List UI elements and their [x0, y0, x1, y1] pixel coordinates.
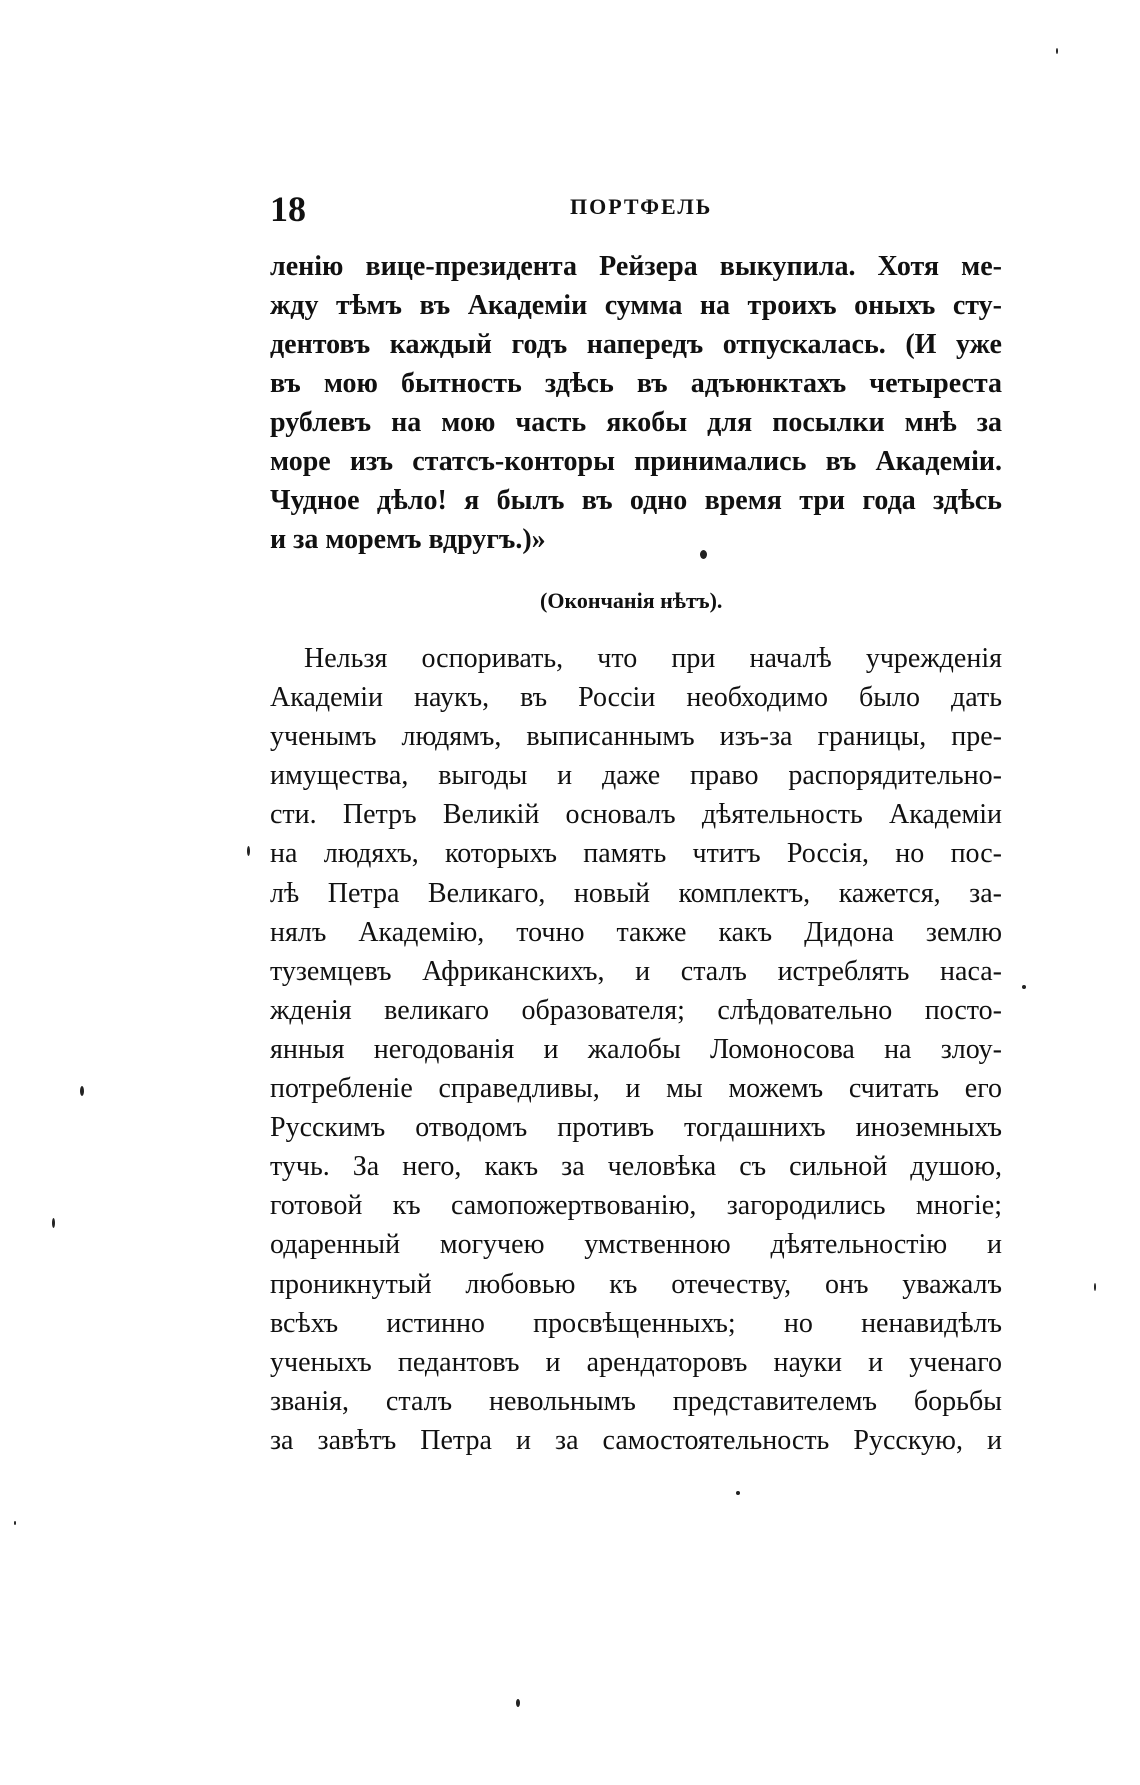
- text-line: ленію вице-президента Рейзера выкупила. Хотя ме-: [270, 251, 1002, 282]
- scan-speck: [700, 550, 707, 559]
- text-line: имущества, выгоды и даже право распорядительно-: [270, 760, 1002, 792]
- text-line: тучь. За него, какъ за человѣка съ сильной душою,: [270, 1151, 1002, 1183]
- text-line: званія, сталъ невольнымъ представителемъ борьбы: [270, 1385, 1002, 1417]
- text-line: и за моремъ вдругъ.)»: [270, 524, 546, 555]
- scan-speck: [1094, 1283, 1096, 1291]
- running-head: ПОРТФЕЛЬ: [570, 194, 713, 219]
- scan-speck: [52, 1218, 55, 1228]
- main-paragraph: [270, 639, 1002, 1460]
- text-line: сти. Петръ Великій основалъ дѣятельность Академіи: [270, 799, 1002, 831]
- text-line: въ мою бытность здѣсь въ адъюнктахъ четыреста: [270, 368, 1002, 399]
- text-line: нялъ Академію, точно также какъ Дидона землю: [270, 916, 1002, 948]
- text-line: за завѣтъ Петра и за самостоятельность Русскую, и: [270, 1424, 1002, 1456]
- text-line: потребленіе справедливы, и мы можемъ считать его: [270, 1073, 1002, 1105]
- text-line: одаренный могучею умственною дѣятельностію и: [270, 1229, 1002, 1261]
- scan-speck: [1022, 985, 1026, 989]
- scan-speck: [516, 1699, 520, 1707]
- text-line: Русскимъ отводомъ противъ тогдашнихъ иноземныхъ: [270, 1112, 1002, 1144]
- text-line: янныя негодованія и жалобы Ломоносова на злоу-: [270, 1033, 1002, 1065]
- text-line: ученыхъ педантовъ и арендаторовъ науки и ученаго: [270, 1346, 1002, 1378]
- text-line: всѣхъ истинно просвѣщенныхъ; но ненавидѣлъ: [270, 1307, 1002, 1339]
- text-line: жденія великаго образователя; слѣдовательно посто-: [270, 994, 1002, 1026]
- text-line: туземцевъ Африканскихъ, и сталъ истреблять наса-: [270, 955, 1002, 987]
- text-line: рублевъ на мою часть якобы для посылки мнѣ за: [270, 407, 1002, 438]
- text-line: ученымъ людямъ, выписаннымъ изъ-за границы, пре-: [270, 721, 1002, 753]
- text-line: готовой къ самопожертвованію, загородились многіе;: [270, 1190, 1002, 1222]
- text-line: на людяхъ, которыхъ память чтитъ Россія, но пос-: [270, 838, 1002, 870]
- scan-speck: [736, 1491, 740, 1495]
- text-line: Академіи наукъ, въ Россіи необходимо было дать: [270, 682, 1002, 714]
- scan-speck: [1056, 48, 1058, 54]
- quote-paragraph: [270, 247, 1002, 559]
- text-line: Нельзя оспоривать, что при началѣ учрежденія: [304, 643, 1002, 674]
- page-header: [270, 188, 1002, 228]
- text-line: лѣ Петра Великаго, новый комплектъ, кажется, за-: [270, 877, 1002, 909]
- text-line: море изъ статсъ-конторы принимались въ Академіи.: [270, 446, 1002, 477]
- scan-speck: [247, 846, 250, 856]
- text-line: Чудное дѣло! я былъ въ одно время три года здѣсь: [270, 485, 1002, 516]
- text-line: жду тѣмъ въ Академіи сумма на троихъ оныхъ сту-: [270, 290, 1002, 321]
- text-line: проникнутый любовью къ отечеству, онъ уважалъ: [270, 1268, 1002, 1300]
- scan-speck: [14, 1521, 16, 1525]
- ending-note: (Окончанія нѣтъ).: [540, 588, 723, 613]
- page-number: 18: [270, 189, 306, 229]
- scan-speck: [80, 1086, 84, 1096]
- text-line: дентовъ каждый годъ напередъ отпускалась. (И уже: [270, 329, 1002, 360]
